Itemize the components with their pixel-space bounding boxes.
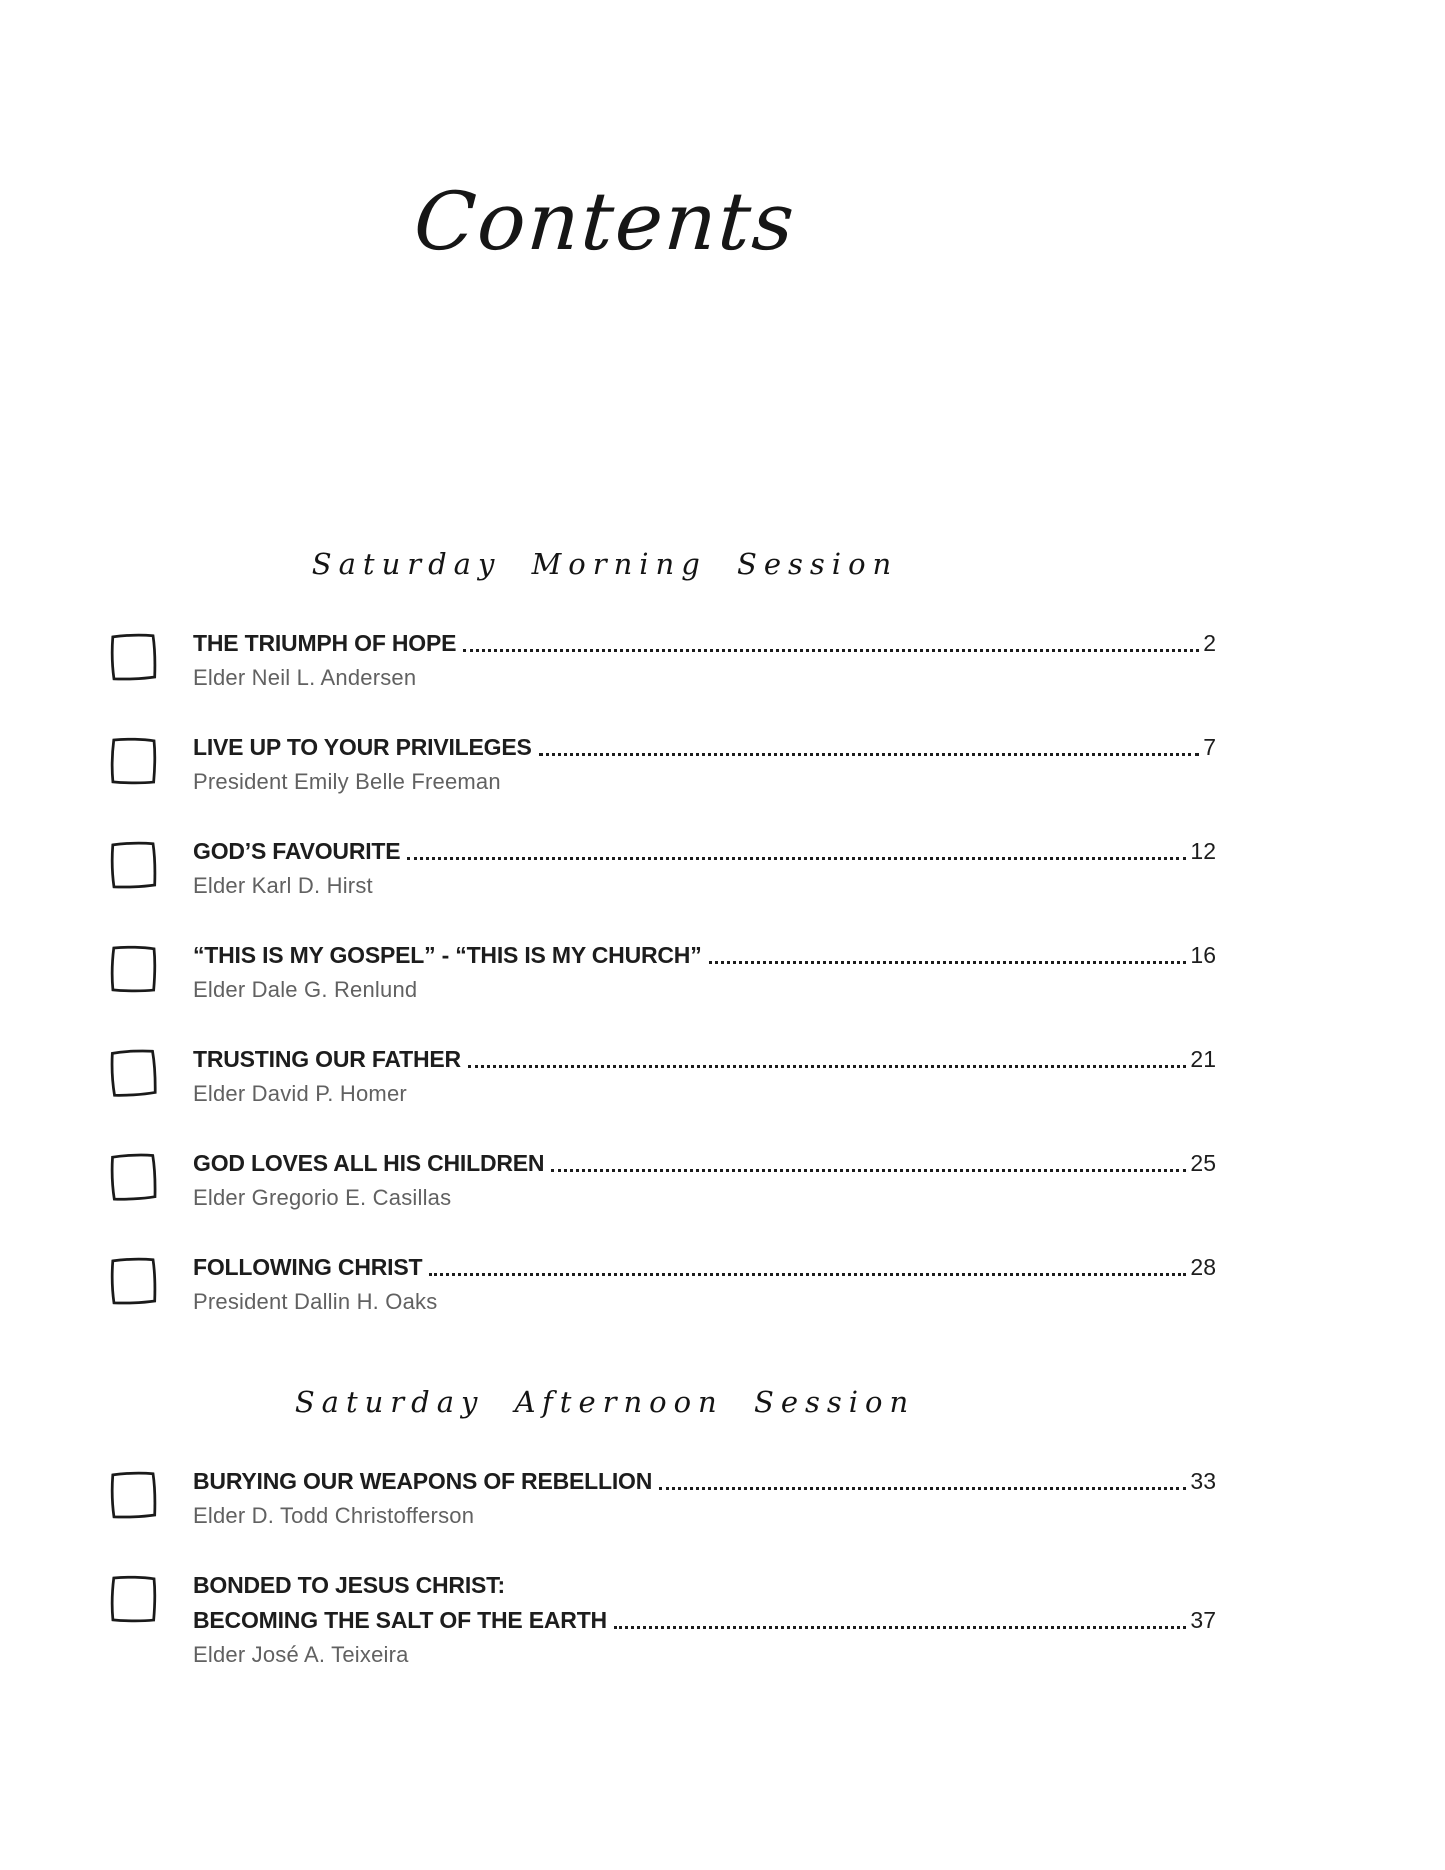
- dotted-leader: [709, 961, 1187, 964]
- toc-entry-speaker: Elder Neil L. Andersen: [193, 665, 417, 690]
- toc-entry-title-row: [193, 940, 1216, 970]
- dotted-leader: [551, 1169, 1186, 1172]
- toc-entry-title-continued: BECOMING THE SALT OF THE EARTH: [193, 1607, 607, 1633]
- toc-entry: [105, 1148, 1216, 1212]
- toc-entry: [105, 836, 1216, 900]
- checkbox-icon: [104, 1044, 162, 1102]
- toc-entry-page-number: 7: [1203, 734, 1216, 760]
- checkbox-icon: [104, 732, 160, 788]
- toc-entry-speaker: Elder D. Todd Christofferson: [193, 1503, 475, 1528]
- toc-entry-speaker: President Emily Belle Freeman: [193, 769, 501, 794]
- toc-entry-title-row-line1: [193, 1570, 1216, 1600]
- toc-entry-page-number: 21: [1190, 1046, 1216, 1072]
- dotted-leader: [614, 1626, 1186, 1629]
- toc-entry-title: THE TRIUMPH OF HOPE: [193, 630, 457, 656]
- dotted-leader: [468, 1065, 1186, 1068]
- toc-entry-speaker: Elder José A. Teixeira: [193, 1642, 409, 1667]
- toc-entry-title: TRUSTING OUR FATHER: [193, 1046, 461, 1072]
- toc-entry-page-number: 33: [1190, 1468, 1216, 1494]
- toc-entry-speaker: Elder Gregorio E. Casillas: [193, 1185, 452, 1210]
- dotted-leader: [659, 1487, 1186, 1490]
- toc-entry-page-number: 12: [1190, 838, 1216, 864]
- toc-entry-title-row-line2: [193, 1605, 1216, 1635]
- toc-entry-title-row: [193, 1252, 1216, 1282]
- toc-entry: [105, 1252, 1216, 1316]
- toc-entry-speaker: Elder Dale G. Renlund: [193, 977, 418, 1002]
- toc-entry-title: FOLLOWING CHRIST: [193, 1254, 423, 1280]
- toc-entry: [105, 1044, 1216, 1108]
- dotted-leader: [429, 1273, 1186, 1276]
- toc-entry-page-number: 2: [1203, 630, 1216, 656]
- checkbox-icon: [104, 628, 161, 685]
- checkbox-icon: [104, 1466, 161, 1523]
- toc-entry-title: BURYING OUR WEAPONS OF REBELLION: [193, 1468, 653, 1494]
- toc-entry-page-number: 28: [1190, 1254, 1216, 1280]
- checkbox-icon: [104, 836, 161, 893]
- checkbox-icon: [104, 1148, 161, 1205]
- dotted-leader: [407, 857, 1186, 860]
- toc-entry: [105, 1570, 1216, 1669]
- toc-entry-title-row: [193, 1044, 1216, 1074]
- dotted-leader: [539, 753, 1200, 756]
- morning-session-entries: [105, 628, 1216, 1316]
- toc-entry-title: “THIS IS MY GOSPEL” - “THIS IS MY CHURCH”: [193, 942, 702, 968]
- toc-entry-title: GOD’S FAVOURITE: [193, 838, 401, 864]
- checkbox-icon: [104, 940, 160, 996]
- checkbox-icon: [104, 1252, 161, 1309]
- afternoon-session-entries: [105, 1466, 1216, 1669]
- toc-entry: [105, 628, 1216, 692]
- toc-entry: [105, 1466, 1216, 1530]
- toc-entry-title: BONDED TO JESUS CHRIST:: [193, 1572, 505, 1598]
- dotted-leader: [463, 649, 1199, 652]
- toc-entry-page-number: 16: [1190, 942, 1216, 968]
- toc-entry-title: LIVE UP TO YOUR PRIVILEGES: [193, 734, 532, 760]
- toc-entry-title-row: [193, 836, 1216, 866]
- page-title: Contents: [411, 175, 799, 268]
- checkbox-icon: [104, 1570, 160, 1626]
- toc-entry: [105, 940, 1216, 1004]
- toc-entry-speaker: Elder David P. Homer: [193, 1081, 407, 1106]
- toc-entry-speaker: President Dallin H. Oaks: [193, 1289, 438, 1314]
- session-header-morning: Saturday Morning Session: [311, 547, 899, 581]
- toc-entry-title-row: [193, 1148, 1216, 1178]
- toc-entry-page-number: 25: [1190, 1150, 1216, 1176]
- toc-entry-title-row: [193, 732, 1216, 762]
- toc-entry-speaker: Elder Karl D. Hirst: [193, 873, 373, 898]
- toc-entry-title-row: [193, 628, 1216, 658]
- toc-entry: [105, 732, 1216, 796]
- toc-entry-page-number: 37: [1190, 1607, 1216, 1633]
- toc-entry-title: GOD LOVES ALL HIS CHILDREN: [193, 1150, 545, 1176]
- toc-entry-title-row: [193, 1466, 1216, 1496]
- session-header-afternoon: Saturday Afternoon Session: [294, 1385, 916, 1419]
